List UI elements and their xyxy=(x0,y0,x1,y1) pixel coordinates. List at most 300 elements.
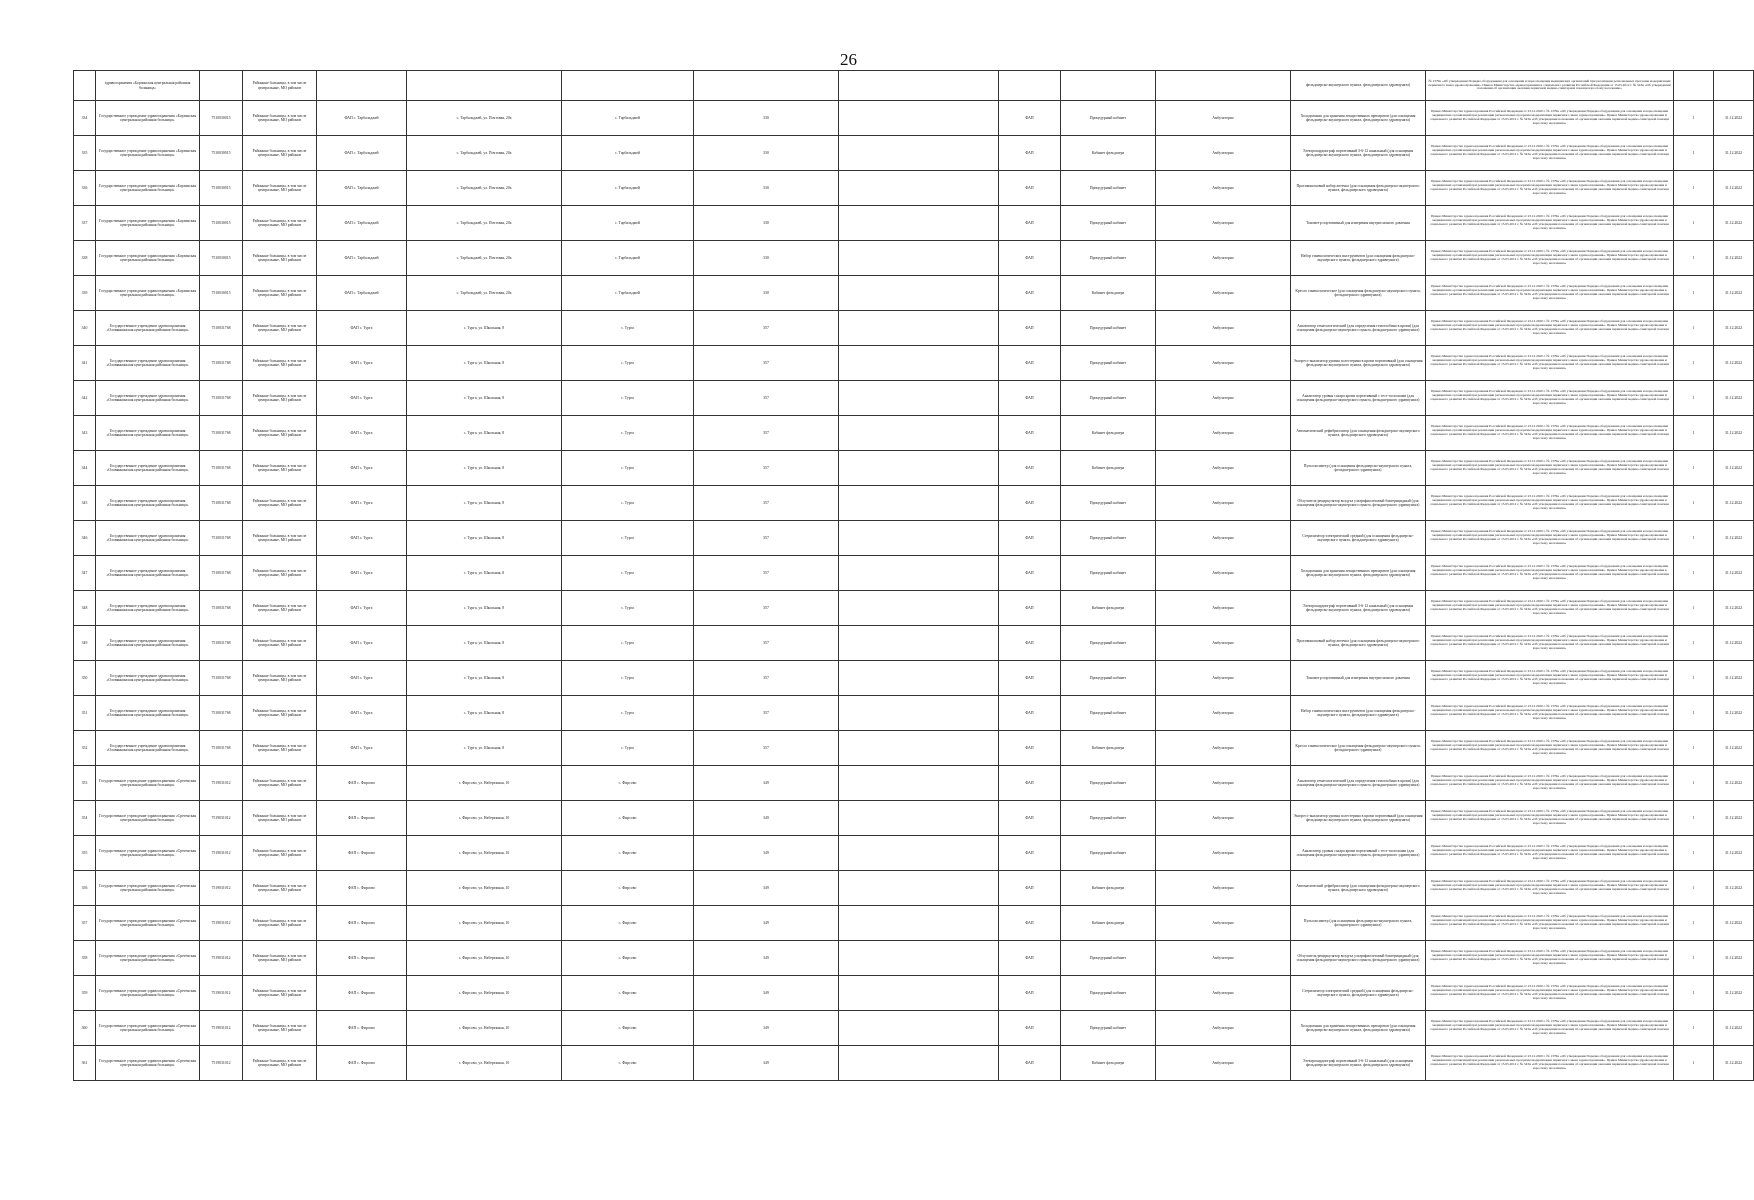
cell-facility-type: Районные больницы, в том числе центральные, МО районов xyxy=(243,486,317,521)
cell-facility-type: Районные больницы, в том числе центральные, МО районов xyxy=(243,731,317,766)
cell-population: 357 xyxy=(694,626,839,661)
cell-qty: 1 xyxy=(1674,626,1714,661)
cell-qty: 1 xyxy=(1674,346,1714,381)
cell-equipment: Кресло гинекологическое (для оснащения фельдшерско-акушерского пункта, фельдшерского здравпункта) xyxy=(1291,276,1426,311)
cell-code: 7510031768 xyxy=(200,346,243,381)
cell-settlement: с. Фирсово xyxy=(562,941,694,976)
table-row xyxy=(74,661,1754,696)
cell-equipment: Электрокардиограф портативный 3-6-12 канальный (для оснащения фельдшерско-акушерского пункта, фельдшерского здравпункта) xyxy=(1291,136,1426,171)
cell-institution: Государственное учреждение здравоохранения «Сретенская центральная районная больница» xyxy=(96,976,200,1011)
cell-care: Амбулаторно xyxy=(1156,311,1291,346)
cell-settlement: с. Турга xyxy=(562,346,694,381)
cell-kind: ФАП xyxy=(999,731,1061,766)
cell-code: 7510030015 xyxy=(200,241,243,276)
cell-empty xyxy=(839,451,999,486)
table-row xyxy=(74,451,1754,486)
cell-date: 31.12.2022 xyxy=(1714,731,1754,766)
cell-unit: ФАП с. Турга xyxy=(317,381,407,416)
table-row xyxy=(74,1046,1754,1081)
cell-equipment: Холодильник для хранения лекарственных препаратов (для оснащения фельдшерско-акушерского пункта, фельдшерского здравпункта) xyxy=(1291,556,1426,591)
cell-address: с. Фирсово, ул. Набережная, 10 xyxy=(407,941,562,976)
cell-normative-doc: Приказ Министерства здравоохранения Российской Федерации от 23.12.2020 г. № 1379н «Об утверждении Порядка оборудования для оснащения и переоснащения медицинских организаций при реализации региональных программ модернизации первичного звена здравоохранения». Приказ Министерства здравоохранения и социального развития Российской Федерации от 15.05.2012 г. № 543н «Об утверждении положения об организации оказания первичной медико-санитарной помощи взрослому населению» xyxy=(1426,941,1674,976)
table-row xyxy=(74,976,1754,1011)
cell-address: с. Тарбальджей, ул. Почтовая, 20а xyxy=(407,171,562,206)
cell-address: с. Турга, ул. Школьная, 8 xyxy=(407,346,562,381)
cell-room: Процедурный кабинет xyxy=(1061,486,1156,521)
cell-qty: 1 xyxy=(1674,696,1714,731)
cell-qty: 1 xyxy=(1674,381,1714,416)
cell-qty: 1 xyxy=(1674,1046,1714,1081)
cell-qty: 1 xyxy=(1674,416,1714,451)
cell-settlement: с. Фирсово xyxy=(562,871,694,906)
cell-equipment: Кресло гинекологическое (для оснащения фельдшерско-акушерского пункта, фельдшерского здравпункта) xyxy=(1291,731,1426,766)
cell-date: 31.12.2022 xyxy=(1714,1046,1754,1081)
cell-kind: ФАП xyxy=(999,136,1061,171)
cell-room: Процедурный кабинет xyxy=(1061,206,1156,241)
cell-qty: 1 xyxy=(1674,276,1714,311)
cell-date: 31.12.2022 xyxy=(1714,556,1754,591)
table-row xyxy=(74,171,1754,206)
cell-facility-type: Районные больницы, в том числе центральные, МО районов xyxy=(243,346,317,381)
cell-normative-doc: Приказ Министерства здравоохранения Российской Федерации от 23.12.2020 г. № 1379н «Об утверждении Порядка оборудования для оснащения и переоснащения медицинских организаций при реализации региональных программ модернизации первичного звена здравоохранения». Приказ Министерства здравоохранения и социального развития Российской Федерации от 15.05.2012 г. № 543н «Об утверждении положения об организации оказания первичной медико-санитарной помощи взрослому населению» xyxy=(1426,801,1674,836)
cell-date: 31.12.2022 xyxy=(1714,451,1754,486)
cell-care: Амбулаторно xyxy=(1156,521,1291,556)
cell-address: с. Фирсово, ул. Набережная, 10 xyxy=(407,871,562,906)
cell-room: Процедурный кабинет xyxy=(1061,1011,1156,1046)
cell-institution: Государственное учреждение здравоохранения «Оловяннинская центральная районная больница» xyxy=(96,591,200,626)
cell-facility-type: Районные больницы, в том числе центральные, МО районов xyxy=(243,941,317,976)
cell-unit: ФАП с. Турга xyxy=(317,311,407,346)
cell-normative-doc: Приказ Министерства здравоохранения Российской Федерации от 23.12.2020 г. № 1379н «Об утверждении Порядка оборудования для оснащения и переоснащения медицинских организаций при реализации региональных программ модернизации первичного звена здравоохранения». Приказ Министерства здравоохранения и социального развития Российской Федерации от 15.05.2012 г. № 543н «Об утверждении положения об организации оказания первичной медико-санитарной помощи взрослому населению» xyxy=(1426,206,1674,241)
cell-date: 31.12.2022 xyxy=(1714,346,1754,381)
cell-settlement: с. Фирсово xyxy=(562,766,694,801)
cell-institution: Государственное учреждение здравоохранения «Борзинская центральная районная больница» xyxy=(96,171,200,206)
table-row xyxy=(74,591,1754,626)
cell-equipment: Пульсоксиметр (для оснащения фельдшерско-акушерского пункта, фельдшерского здравпункта) xyxy=(1291,451,1426,486)
cell-room: Процедурный кабинет xyxy=(1061,626,1156,661)
cell-address: с. Фирсово, ул. Набережная, 10 xyxy=(407,801,562,836)
cell-empty xyxy=(839,556,999,591)
cell-equipment: Экспресс-анализатор уровня холестерина в крови портативный (для оснащения фельдшерско-акушерского пункта, фельдшерского здравпункта) xyxy=(1291,801,1426,836)
cell-facility-type: Районные больницы, в том числе центральные, МО районов xyxy=(243,766,317,801)
cell-settlement: с. Турга xyxy=(562,451,694,486)
cell-population: 349 xyxy=(694,1011,839,1046)
cell-empty xyxy=(839,696,999,731)
table-row xyxy=(74,416,1754,451)
cell-code: 7510031768 xyxy=(200,311,243,346)
cell-room: Кабинет фельдшера xyxy=(1061,416,1156,451)
cell-institution: Государственное учреждение здравоохранения «Оловяннинская центральная районная больница» xyxy=(96,381,200,416)
cell-code: 7510031768 xyxy=(200,451,243,486)
cell-population: 357 xyxy=(694,556,839,591)
cell-normative-doc: Приказ Министерства здравоохранения Российской Федерации от 23.12.2020 г. № 1379н «Об утверждении Порядка оборудования для оснащения и переоснащения медицинских организаций при реализации региональных программ модернизации первичного звена здравоохранения». Приказ Министерства здравоохранения и социального развития Российской Федерации от 15.05.2012 г. № 543н «Об утверждении положения об организации оказания первичной медико-санитарной помощи взрослому населению» xyxy=(1426,906,1674,941)
cell-unit: ФАП с. Тарбальджей xyxy=(317,276,407,311)
cell-kind: ФАП xyxy=(999,276,1061,311)
cell-institution: Государственное учреждение здравоохранения «Сретенская центральная районная больница» xyxy=(96,1011,200,1046)
cell-normative-doc: Приказ Министерства здравоохранения Российской Федерации от 23.12.2020 г. № 1379н «Об утверждении Порядка оборудования для оснащения и переоснащения медицинских организаций при реализации региональных программ модернизации первичного звена здравоохранения». Приказ Министерства здравоохранения и социального развития Российской Федерации от 15.05.2012 г. № 543н «Об утверждении положения об организации оказания первичной медико-санитарной помощи взрослому населению» xyxy=(1426,136,1674,171)
cell-room: Процедурный кабинет xyxy=(1061,976,1156,1011)
cell-date: 31.12.2022 xyxy=(1714,1011,1754,1046)
cell-equipment: Противошоковый набор аптечка (для оснащения фельдшерско-акушерского пункта, фельдшерского здравпункта) xyxy=(1291,171,1426,206)
cell-normative-doc: Приказ Министерства здравоохранения Российской Федерации от 23.12.2020 г. № 1379н «Об утверждении Порядка оборудования для оснащения и переоснащения медицинских организаций при реализации региональных программ модернизации первичного звена здравоохранения». Приказ Министерства здравоохранения и социального развития Российской Федерации от 15.05.2012 г. № 543н «Об утверждении положения об организации оказания первичной медико-санитарной помощи взрослому населению» xyxy=(1426,521,1674,556)
cell-code xyxy=(200,71,243,101)
table-row xyxy=(74,766,1754,801)
cell-date: 31.12.2022 xyxy=(1714,836,1754,871)
cell-date: 31.12.2022 xyxy=(1714,101,1754,136)
cell-unit: ФАП с. Турга xyxy=(317,591,407,626)
table-row xyxy=(74,206,1754,241)
cell-settlement: с. Турга xyxy=(562,626,694,661)
cell-date: 31.12.2022 xyxy=(1714,696,1754,731)
cell-facility-type: Районные больницы, в том числе центральные, МО районов xyxy=(243,521,317,556)
cell-address: с. Турга, ул. Школьная, 8 xyxy=(407,521,562,556)
cell-qty: 1 xyxy=(1674,661,1714,696)
cell-qty: 1 xyxy=(1674,591,1714,626)
cell-no: 343 xyxy=(74,416,96,451)
cell-institution: Государственное учреждение здравоохранения «Оловяннинская центральная районная больница» xyxy=(96,416,200,451)
cell-date: 31.12.2022 xyxy=(1714,521,1754,556)
cell-no: 334 xyxy=(74,101,96,136)
cell-code: 7519031012 xyxy=(200,1011,243,1046)
cell-empty xyxy=(839,241,999,276)
cell-code: 7510031768 xyxy=(200,416,243,451)
cell-no: 337 xyxy=(74,206,96,241)
cell-kind: ФАП xyxy=(999,696,1061,731)
cell-unit: ФАП с. Фирсово xyxy=(317,906,407,941)
cell-facility-type: Районные больницы, в том числе центральные, МО районов xyxy=(243,591,317,626)
cell-kind: ФАП xyxy=(999,976,1061,1011)
cell-unit: ФАП с. Фирсово xyxy=(317,801,407,836)
cell-settlement: с. Фирсово xyxy=(562,1046,694,1081)
cell-equipment: Стерилизатор электрический средний (для оснащения фельдшерско-акушерского пункта, фельдшерского здравпункта) xyxy=(1291,976,1426,1011)
cell-population: 349 xyxy=(694,941,839,976)
cell-qty: 1 xyxy=(1674,241,1714,276)
cell-empty xyxy=(839,276,999,311)
cell-settlement: с. Тарбальджей xyxy=(562,101,694,136)
cell-normative-doc: Приказ Министерства здравоохранения Российской Федерации от 23.12.2020 г. № 1379н «Об утверждении Порядка оборудования для оснащения и переоснащения медицинских организаций при реализации региональных программ модернизации первичного звена здравоохранения». Приказ Министерства здравоохранения и социального развития Российской Федерации от 15.05.2012 г. № 543н «Об утверждении положения об организации оказания первичной медико-санитарной помощи взрослому населению» xyxy=(1426,346,1674,381)
cell-room: Процедурный кабинет xyxy=(1061,311,1156,346)
cell-facility-type: Районные больницы, в том числе центральные, МО районов xyxy=(243,906,317,941)
cell-no: 342 xyxy=(74,381,96,416)
cell-institution: Государственное учреждение здравоохранения «Сретенская центральная районная больница» xyxy=(96,836,200,871)
cell-unit: ФАП с. Фирсово xyxy=(317,836,407,871)
table-row xyxy=(74,556,1754,591)
cell-settlement: с. Фирсово xyxy=(562,1011,694,1046)
cell-room: Процедурный кабинет xyxy=(1061,696,1156,731)
cell-population: 349 xyxy=(694,1046,839,1081)
cell-care: Амбулаторно xyxy=(1156,836,1291,871)
cell-kind: ФАП xyxy=(999,591,1061,626)
cell-settlement: с. Тарбальджей xyxy=(562,206,694,241)
cell-date: 31.12.2022 xyxy=(1714,486,1754,521)
cell-care: Амбулаторно xyxy=(1156,626,1291,661)
cell-institution: Государственное учреждение здравоохранения «Борзинская центральная районная больница» xyxy=(96,101,200,136)
cell-empty xyxy=(839,661,999,696)
cell-code: 7519031012 xyxy=(200,1046,243,1081)
cell-population: 357 xyxy=(694,661,839,696)
cell-date: 31.12.2022 xyxy=(1714,171,1754,206)
cell-qty: 1 xyxy=(1674,801,1714,836)
cell-empty xyxy=(839,311,999,346)
cell-code: 7510031768 xyxy=(200,661,243,696)
cell-facility-type: Районные больницы, в том числе центральные, МО районов xyxy=(243,381,317,416)
cell-care: Амбулаторно xyxy=(1156,276,1291,311)
cell-institution: Государственное учреждение здравоохранения «Оловяннинская центральная районная больница» xyxy=(96,451,200,486)
cell-institution: Государственное учреждение здравоохранения «Борзинская центральная районная больница» xyxy=(96,206,200,241)
cell-address: с. Турга, ул. Школьная, 8 xyxy=(407,626,562,661)
cell-code: 7510031768 xyxy=(200,521,243,556)
cell-address: с. Тарбальджей, ул. Почтовая, 20а xyxy=(407,276,562,311)
cell-care: Амбулаторно xyxy=(1156,731,1291,766)
cell-kind: ФАП xyxy=(999,206,1061,241)
cell-settlement: с. Турга xyxy=(562,521,694,556)
table-row xyxy=(74,241,1754,276)
cell-equipment: Электрокардиограф портативный 3-6-12 канальный (для оснащения фельдшерско-акушерского пункта, фельдшерского здравпункта) xyxy=(1291,1046,1426,1081)
cell-room: Кабинет фельдшера xyxy=(1061,591,1156,626)
table-row xyxy=(74,486,1754,521)
cell-empty xyxy=(839,1011,999,1046)
cell-unit: ФАП с. Турга xyxy=(317,626,407,661)
cell-population: 330 xyxy=(694,206,839,241)
cell-settlement: с. Фирсово xyxy=(562,836,694,871)
cell-population: 349 xyxy=(694,766,839,801)
cell-normative-doc: Приказ Министерства здравоохранения Российской Федерации от 23.12.2020 г. № 1379н «Об утверждении Порядка оборудования для оснащения и переоснащения медицинских организаций при реализации региональных программ модернизации первичного звена здравоохранения». Приказ Министерства здравоохранения и социального развития Российской Федерации от 15.05.2012 г. № 543н «Об утверждении положения об организации оказания первичной медико-санитарной помощи взрослому населению» xyxy=(1426,486,1674,521)
cell-unit: ФАП с. Турга xyxy=(317,451,407,486)
cell-room: Процедурный кабинет xyxy=(1061,766,1156,801)
cell-population: 330 xyxy=(694,276,839,311)
cell-unit: ФАП с. Фирсово xyxy=(317,976,407,1011)
cell-kind: ФАП xyxy=(999,486,1061,521)
cell-equipment: Анализатор уровня сахара крови портативный с тест-полосками (для оснащения фельдшерско-акушерского пункта, фельдшерского здравпункта) xyxy=(1291,381,1426,416)
cell-no: 359 xyxy=(74,976,96,1011)
cell-equipment: Набор гинекологических инструментов (для оснащения фельдшерско-акушерского пункта, фельдшерского здравпункта) xyxy=(1291,696,1426,731)
cell-normative-doc: Приказ Министерства здравоохранения Российской Федерации от 23.12.2020 г. № 1379н «Об утверждении Порядка оборудования для оснащения и переоснащения медицинских организаций при реализации региональных программ модернизации первичного звена здравоохранения». Приказ Министерства здравоохранения и социального развития Российской Федерации от 15.05.2012 г. № 543н «Об утверждении положения об организации оказания первичной медико-санитарной помощи взрослому населению» xyxy=(1426,731,1674,766)
cell-equipment: Облучатель-рециркулятор воздуха ультрафиолетовый бактерицидный (для оснащения фельдшерско-акушерского пункта, фельдшерского здравпункта) xyxy=(1291,941,1426,976)
cell-unit: ФАП с. Фирсово xyxy=(317,871,407,906)
cell-kind: ФАП xyxy=(999,801,1061,836)
cell-normative-doc: Приказ Министерства здравоохранения Российской Федерации от 23.12.2020 г. № 1379н «Об утверждении Порядка оборудования для оснащения и переоснащения медицинских организаций при реализации региональных программ модернизации первичного звена здравоохранения». Приказ Министерства здравоохранения и социального развития Российской Федерации от 15.05.2012 г. № 543н «Об утверждении положения об организации оказания первичной медико-санитарной помощи взрослому населению» xyxy=(1426,101,1674,136)
cell-kind xyxy=(999,71,1061,101)
cell-unit: ФАП с. Турга xyxy=(317,731,407,766)
cell-code: 7510031768 xyxy=(200,591,243,626)
cell-date: 31.12.2022 xyxy=(1714,206,1754,241)
cell-facility-type: Районные больницы, в том числе центральные, МО районов xyxy=(243,241,317,276)
cell-normative-doc: Приказ Министерства здравоохранения Российской Федерации от 23.12.2020 г. № 1379н «Об утверждении Порядка оборудования для оснащения и переоснащения медицинских организаций при реализации региональных программ модернизации первичного звена здравоохранения». Приказ Министерства здравоохранения и социального развития Российской Федерации от 15.05.2012 г. № 543н «Об утверждении положения об организации оказания первичной медико-санитарной помощи взрослому населению» xyxy=(1426,661,1674,696)
cell-date: 31.12.2022 xyxy=(1714,416,1754,451)
cell-code: 7510031768 xyxy=(200,696,243,731)
cell-address: с. Тарбальджей, ул. Почтовая, 20а xyxy=(407,101,562,136)
cell-empty xyxy=(839,906,999,941)
cell-no: 352 xyxy=(74,731,96,766)
cell-room: Процедурный кабинет xyxy=(1061,241,1156,276)
cell-room: Кабинет фельдшера xyxy=(1061,136,1156,171)
cell-unit: ФАП с. Тарбальджей xyxy=(317,206,407,241)
cell-facility-type: Районные больницы, в том числе центральные, МО районов xyxy=(243,101,317,136)
cell-facility-type: Районные больницы, в том числе центральные, МО районов xyxy=(243,136,317,171)
cell-unit: ФАП с. Турга xyxy=(317,696,407,731)
cell-care: Амбулаторно xyxy=(1156,486,1291,521)
cell-code: 7519031012 xyxy=(200,906,243,941)
cell-institution: Государственное учреждение здравоохранения «Оловяннинская центральная районная больница» xyxy=(96,556,200,591)
cell-kind: ФАП xyxy=(999,101,1061,136)
cell-date xyxy=(1714,71,1754,101)
table-row xyxy=(74,626,1754,661)
cell-settlement: с. Турга xyxy=(562,556,694,591)
cell-address: с. Турга, ул. Школьная, 8 xyxy=(407,451,562,486)
cell-empty xyxy=(839,136,999,171)
cell-kind: ФАП xyxy=(999,871,1061,906)
cell-unit xyxy=(317,71,407,101)
cell-normative-doc: Приказ Министерства здравоохранения Российской Федерации от 23.12.2020 г. № 1379н «Об утверждении Порядка оборудования для оснащения и переоснащения медицинских организаций при реализации региональных программ модернизации первичного звена здравоохранения». Приказ Министерства здравоохранения и социального развития Российской Федерации от 15.05.2012 г. № 543н «Об утверждении положения об организации оказания первичной медико-санитарной помощи взрослому населению» xyxy=(1426,381,1674,416)
cell-qty: 1 xyxy=(1674,941,1714,976)
cell-facility-type: Районные больницы, в том числе центральные, МО районов xyxy=(243,1046,317,1081)
cell-equipment: Тонометр портативный для измерения внутриглазного давления xyxy=(1291,206,1426,241)
table-row xyxy=(74,801,1754,836)
cell-no: 355 xyxy=(74,836,96,871)
cell-code: 7510030015 xyxy=(200,276,243,311)
cell-unit: ФАП с. Фирсово xyxy=(317,1011,407,1046)
cell-date: 31.12.2022 xyxy=(1714,661,1754,696)
cell-population: 357 xyxy=(694,591,839,626)
cell-unit: ФАП с. Фирсово xyxy=(317,766,407,801)
cell-equipment: Экспресс-анализатор уровня холестерина в крови портативный (для оснащения фельдшерско-акушерского пункта, фельдшерского здравпункта) xyxy=(1291,346,1426,381)
cell-equipment: Холодильник для хранения лекарственных препаратов (для оснащения фельдшерско-акушерского пункта, фельдшерского здравпункта) xyxy=(1291,1011,1426,1046)
cell-normative-doc: Приказ Министерства здравоохранения Российской Федерации от 23.12.2020 г. № 1379н «Об утверждении Порядка оборудования для оснащения и переоснащения медицинских организаций при реализации региональных программ модернизации первичного звена здравоохранения». Приказ Министерства здравоохранения и социального развития Российской Федерации от 15.05.2012 г. № 543н «Об утверждении положения об организации оказания первичной медико-санитарной помощи взрослому населению» xyxy=(1426,416,1674,451)
cell-date: 31.12.2022 xyxy=(1714,381,1754,416)
cell-empty xyxy=(839,976,999,1011)
cell-date: 31.12.2022 xyxy=(1714,241,1754,276)
cell-facility-type: Районные больницы, в том числе центральные, МО районов xyxy=(243,311,317,346)
table-body xyxy=(74,71,1754,1081)
cell-settlement: с. Фирсово xyxy=(562,976,694,1011)
cell-code: 7519031012 xyxy=(200,871,243,906)
cell-care: Амбулаторно xyxy=(1156,591,1291,626)
cell-empty xyxy=(839,416,999,451)
cell-empty xyxy=(839,801,999,836)
cell-room: Кабинет фельдшера xyxy=(1061,906,1156,941)
cell-qty: 1 xyxy=(1674,171,1714,206)
cell-room: Кабинет фельдшера xyxy=(1061,731,1156,766)
cell-settlement: с. Фирсово xyxy=(562,906,694,941)
table-row xyxy=(74,871,1754,906)
cell-room: Процедурный кабинет xyxy=(1061,801,1156,836)
cell-empty xyxy=(839,486,999,521)
cell-facility-type: Районные больницы, в том числе центральные, МО районов xyxy=(243,1011,317,1046)
cell-address: с. Тарбальджей, ул. Почтовая, 20а xyxy=(407,206,562,241)
cell-code: 7510031768 xyxy=(200,381,243,416)
cell-date: 31.12.2022 xyxy=(1714,311,1754,346)
cell-kind: ФАП xyxy=(999,661,1061,696)
cell-population: 349 xyxy=(694,906,839,941)
cell-population: 330 xyxy=(694,241,839,276)
cell-qty: 1 xyxy=(1674,871,1714,906)
cell-equipment: Тонометр портативный для измерения внутриглазного давления xyxy=(1291,661,1426,696)
cell-care: Амбулаторно xyxy=(1156,1011,1291,1046)
cell-equipment: Электрокардиограф портативный 3-6-12 канальный (для оснащения фельдшерско-акушерского пункта, фельдшерского здравпункта) xyxy=(1291,591,1426,626)
cell-kind: ФАП xyxy=(999,626,1061,661)
cell-care: Амбулаторно xyxy=(1156,451,1291,486)
cell-empty xyxy=(839,626,999,661)
cell-kind: ФАП xyxy=(999,311,1061,346)
cell-population: 349 xyxy=(694,976,839,1011)
equipment-register-table xyxy=(73,70,1754,1081)
table-row-continuation xyxy=(74,71,1754,101)
cell-care: Амбулаторно xyxy=(1156,941,1291,976)
cell-no: 361 xyxy=(74,1046,96,1081)
cell-normative-doc: Приказ Министерства здравоохранения Российской Федерации от 23.12.2020 г. № 1379н «Об утверждении Порядка оборудования для оснащения и переоснащения медицинских организаций при реализации региональных программ модернизации первичного звена здравоохранения». Приказ Министерства здравоохранения и социального развития Российской Федерации от 15.05.2012 г. № 543н «Об утверждении положения об организации оказания первичной медико-санитарной помощи взрослому населению» xyxy=(1426,241,1674,276)
table-row xyxy=(74,836,1754,871)
cell-institution: Государственное учреждение здравоохранения «Сретенская центральная районная больница» xyxy=(96,941,200,976)
cell-institution: Государственное учреждение здравоохранения «Борзинская центральная районная больница» xyxy=(96,241,200,276)
cell-room: Процедурный кабинет xyxy=(1061,661,1156,696)
cell-population: 330 xyxy=(694,171,839,206)
cell-date: 31.12.2022 xyxy=(1714,976,1754,1011)
cell-no: 360 xyxy=(74,1011,96,1046)
table-row xyxy=(74,101,1754,136)
cell-normative-doc: Приказ Министерства здравоохранения Российской Федерации от 23.12.2020 г. № 1379н «Об утверждении Порядка оборудования для оснащения и переоснащения медицинских организаций при реализации региональных программ модернизации первичного звена здравоохранения». Приказ Министерства здравоохранения и социального развития Российской Федерации от 15.05.2012 г. № 543н «Об утверждении положения об организации оказания первичной медико-санитарной помощи взрослому населению» xyxy=(1426,976,1674,1011)
cell-care: Амбулаторно xyxy=(1156,906,1291,941)
cell-date: 31.12.2022 xyxy=(1714,136,1754,171)
cell-no: 345 xyxy=(74,486,96,521)
cell-care: Амбулаторно xyxy=(1156,801,1291,836)
cell-empty xyxy=(839,346,999,381)
cell-care: Амбулаторно xyxy=(1156,171,1291,206)
table-row xyxy=(74,381,1754,416)
cell-address: с. Тарбальджей, ул. Почтовая, 20а xyxy=(407,136,562,171)
cell-equipment: Стерилизатор электрический средний (для оснащения фельдшерско-акушерского пункта, фельдшерского здравпункта) xyxy=(1291,521,1426,556)
cell-unit: ФАП с. Тарбальджей xyxy=(317,241,407,276)
cell-equipment: Анализатор уровня сахара крови портативный с тест-полосками (для оснащения фельдшерско-акушерского пункта, фельдшерского здравпункта) xyxy=(1291,836,1426,871)
cell-room: Процедурный кабинет xyxy=(1061,101,1156,136)
cell-qty: 1 xyxy=(1674,101,1714,136)
cell-qty: 1 xyxy=(1674,906,1714,941)
cell-normative-doc: № 1379н «Об утверждении Порядка оборудования для оснащения и переоснащения медицинских организаций при реализации региональных программ модернизации первичного звена здравоохранения». Приказ Министерства здравоохранения и социального развития Российской Федерации от 15.05.2012 г. № 543н «Об утверждении положения об организации оказания первичной медико-санитарной помощи взрослому населению» xyxy=(1426,71,1674,101)
cell-no: 344 xyxy=(74,451,96,486)
cell-facility-type: Районные больницы, в том числе центральные, МО районов xyxy=(243,976,317,1011)
cell-no: 349 xyxy=(74,626,96,661)
cell-no: 353 xyxy=(74,766,96,801)
cell-empty xyxy=(839,101,999,136)
cell-unit: ФАП с. Тарбальджей xyxy=(317,136,407,171)
cell-code: 7519031012 xyxy=(200,976,243,1011)
cell-population: 357 xyxy=(694,311,839,346)
cell-normative-doc: Приказ Министерства здравоохранения Российской Федерации от 23.12.2020 г. № 1379н «Об утверждении Порядка оборудования для оснащения и переоснащения медицинских организаций при реализации региональных программ модернизации первичного звена здравоохранения». Приказ Министерства здравоохранения и социального развития Российской Федерации от 15.05.2012 г. № 543н «Об утверждении положения об организации оказания первичной медико-санитарной помощи взрослому населению» xyxy=(1426,591,1674,626)
cell-care: Амбулаторно xyxy=(1156,556,1291,591)
cell-room: Кабинет фельдшера xyxy=(1061,276,1156,311)
cell-facility-type: Районные больницы, в том числе центральные, МО районов xyxy=(243,71,317,101)
cell-room xyxy=(1061,71,1156,101)
cell-equipment: Пульсоксиметр (для оснащения фельдшерско-акушерского пункта, фельдшерского здравпункта) xyxy=(1291,906,1426,941)
table-row xyxy=(74,941,1754,976)
cell-address: с. Фирсово, ул. Набережная, 10 xyxy=(407,976,562,1011)
cell-kind: ФАП xyxy=(999,381,1061,416)
cell-room: Процедурный кабинет xyxy=(1061,941,1156,976)
cell-empty xyxy=(839,171,999,206)
table-row xyxy=(74,696,1754,731)
cell-room: Процедурный кабинет xyxy=(1061,521,1156,556)
cell-kind: ФАП xyxy=(999,521,1061,556)
cell-empty xyxy=(839,871,999,906)
cell-population: 330 xyxy=(694,101,839,136)
cell-date: 31.12.2022 xyxy=(1714,626,1754,661)
cell-unit: ФАП с. Турга xyxy=(317,346,407,381)
cell-equipment: Анализатор гематологический (для определения гемоглобина в крови) (для оснащения фельдшерско-акушерского пункта, фельдшерского здравпункта) xyxy=(1291,311,1426,346)
cell-date: 31.12.2022 xyxy=(1714,871,1754,906)
cell-kind: ФАП xyxy=(999,346,1061,381)
cell-care: Амбулаторно xyxy=(1156,976,1291,1011)
cell-settlement: с. Турга xyxy=(562,381,694,416)
cell-qty: 1 xyxy=(1674,766,1714,801)
